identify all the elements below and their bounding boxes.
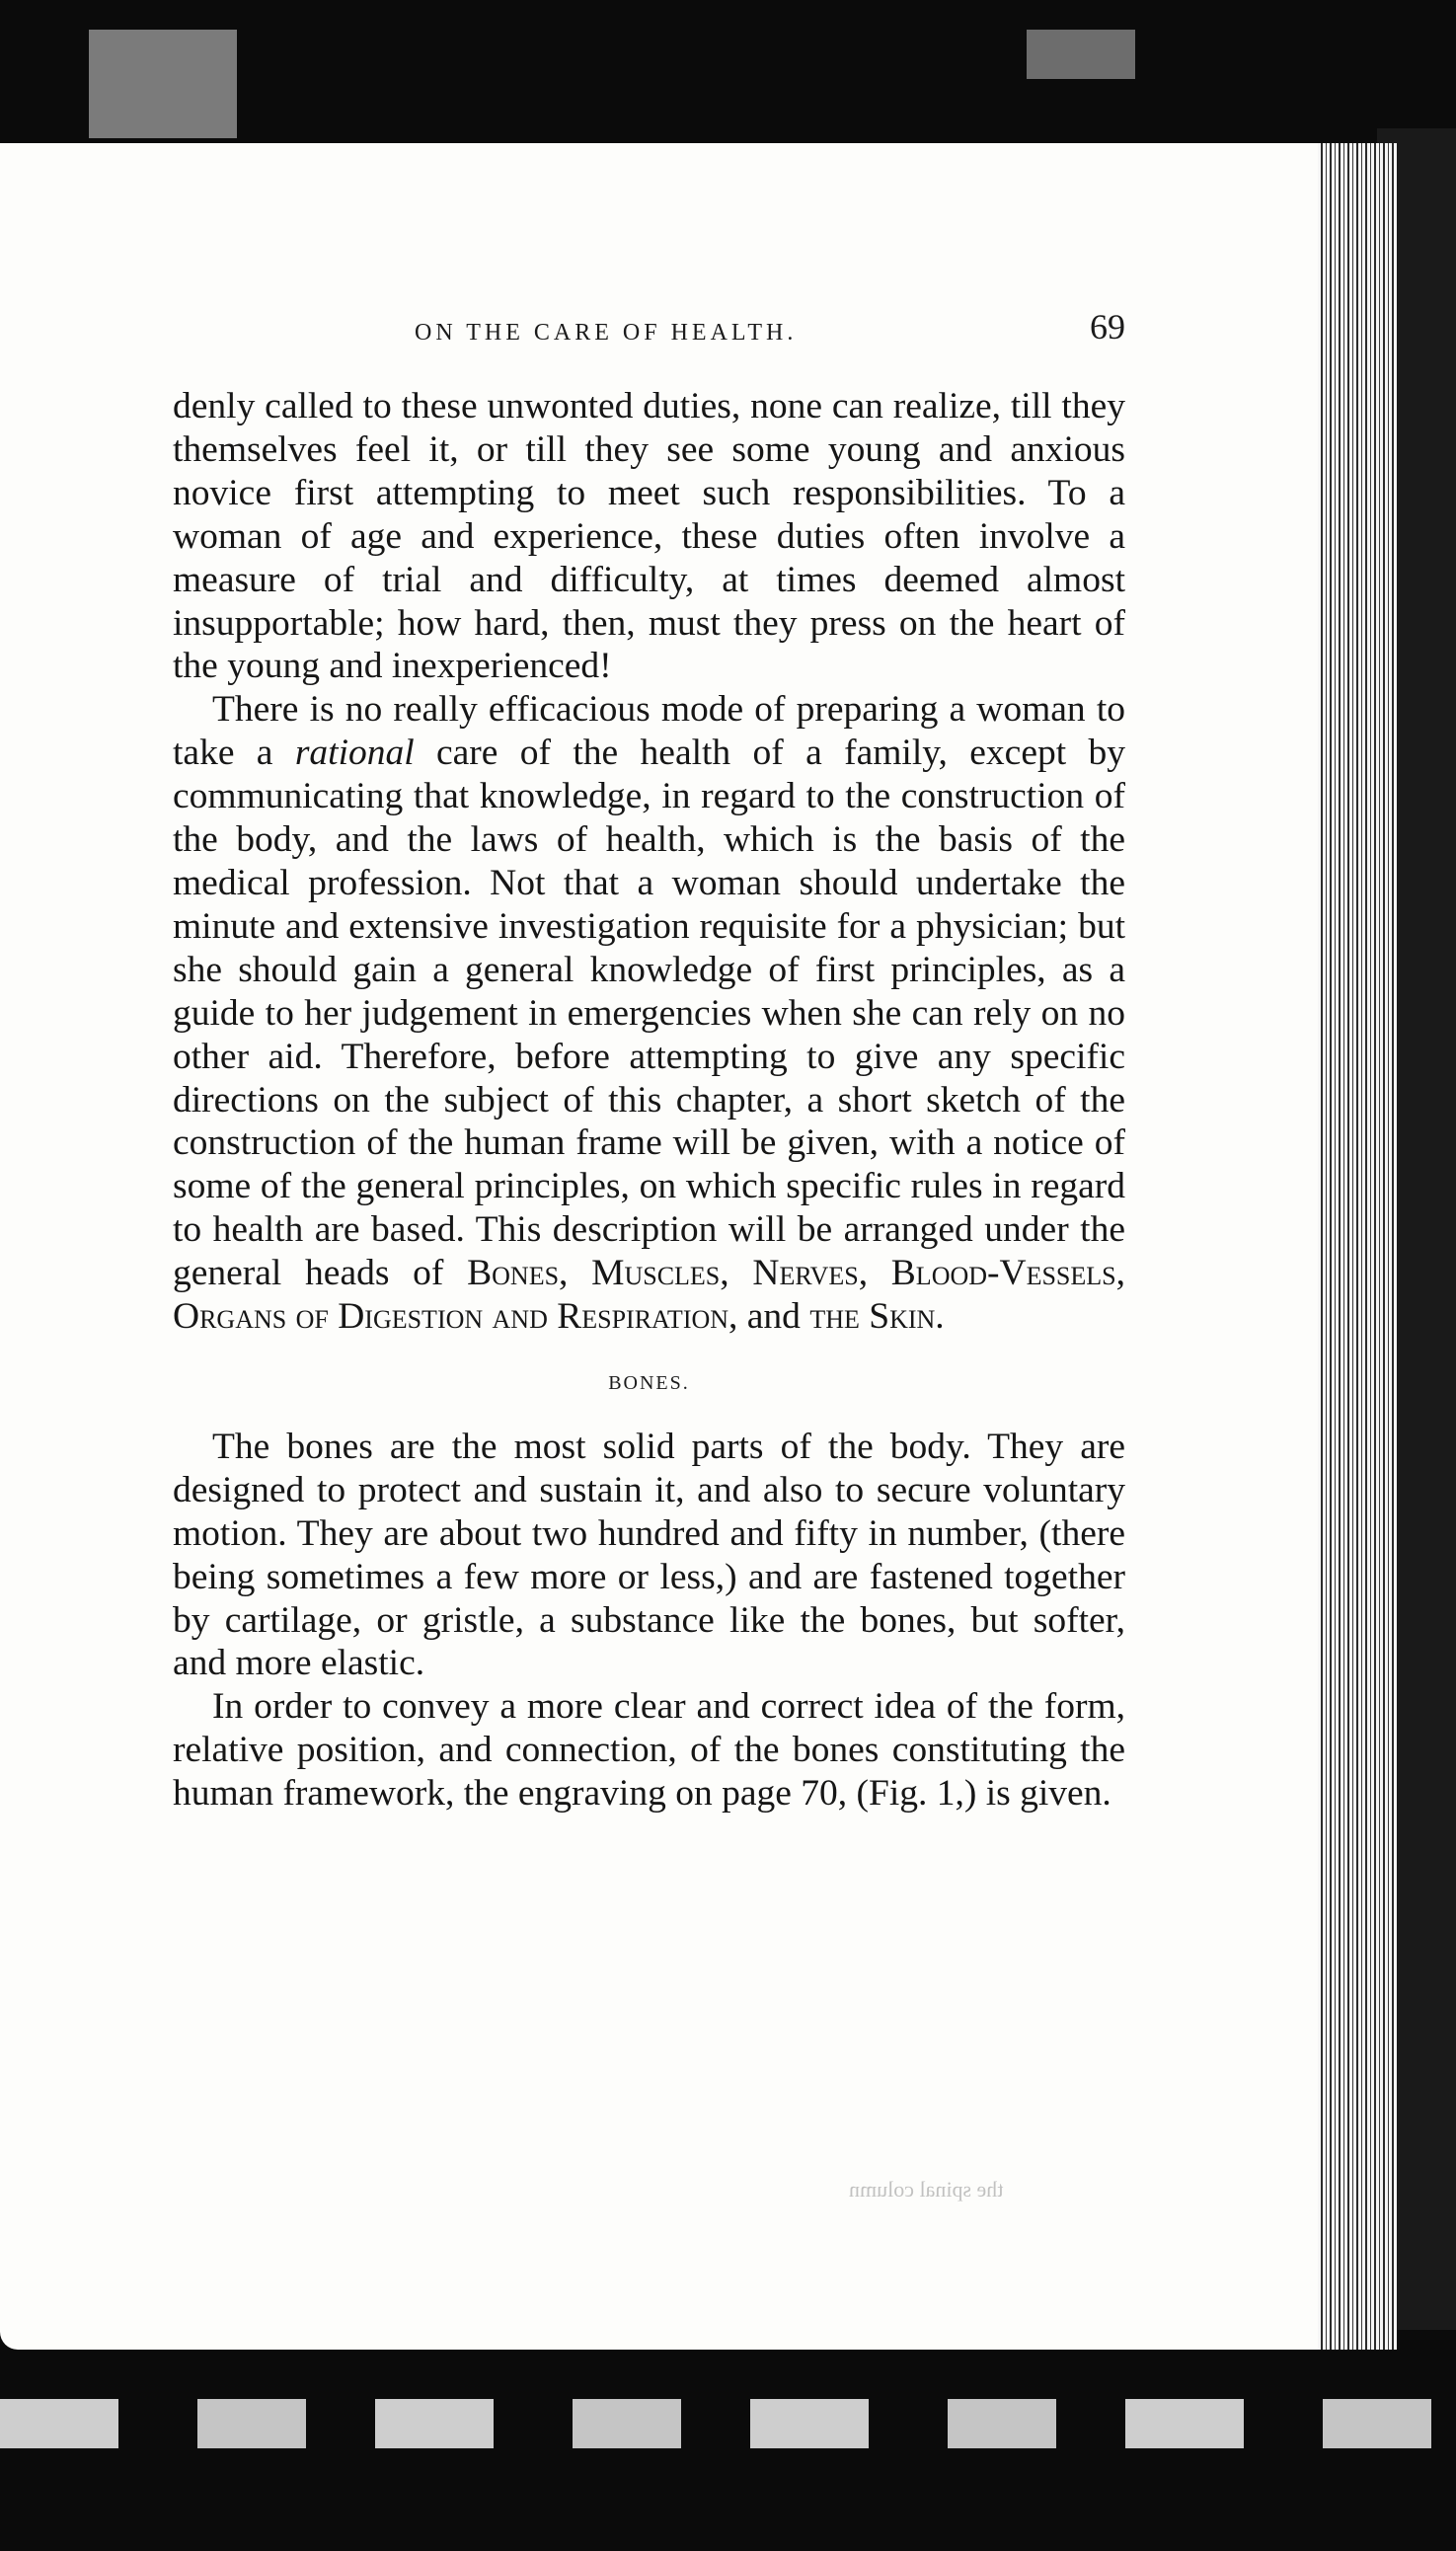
italic-word: rational (294, 733, 415, 774)
page-number: 69 (1090, 307, 1125, 347)
running-head-title: ON THE CARE OF HEALTH. (415, 320, 798, 346)
paragraph: denly called to these unwonted duties, none can realize, till they themselves feel it, or till they see some young and anxious novice first attempting to meet such responsibilities. To a woman of age and experience, these duties often involve a measure of trial and difficulty, at times deemed almost insupportable; how hard, then, must they press on the heart of the young and inexperienced! (173, 386, 1125, 687)
paragraph-text: care of the health of a family, except by communicating that knowledge, in regard to the construction of the body, and the laws of health, which is the basis of the medical profession. Not that a woman should undertake the minute and extensive investigation requisite for a physician; but she should gain a general knowledge of first principles, as a guide to her judgement in emergencies when she can rely on no other aid. Therefore, before attempting to give any specific directions on the subject of this chapter, a short sketch of the construction of the human frame will be given, with a notice of some of the general principles, on which specific rules in regard to health are based. This description will be arranged under the general heads of (173, 733, 1125, 1294)
scan-artifact (0, 2399, 1456, 2448)
paragraph: In order to convey a more clear and correct idea of the form, relative position, and connection, of the bones constituting the human framework, the engraving on page 70, (Fig. 1,) is given. (173, 1686, 1125, 1815)
body-text (173, 385, 1125, 1816)
bleed-through-text: the spinal column (849, 2177, 1004, 2202)
section-heads-list: Bones, Muscles, Nerves, Blood-Vessels, Organs of Digestion and Respiration, (173, 1253, 1125, 1338)
page-edges (1318, 143, 1397, 2350)
paragraph-text: There is no really efficacious mode of preparing a woman to take a (173, 689, 1125, 774)
section-heading: BONES. (608, 1371, 690, 1394)
paragraph: The bones are the most solid parts of the body. They are designed to protect and sustain it, and also to secure voluntary motion. They are about two hundred and fifty in number, (there being sometimes a few more or less,) and are fastened together by cartilage, or gristle, a substance like the bones, but softer, and more elastic. (173, 1426, 1125, 1684)
scan-artifact (1027, 30, 1135, 79)
paragraph (173, 688, 1125, 1339)
section-heads-list: the Skin. (809, 1296, 945, 1338)
paragraph-text: and (737, 1296, 810, 1338)
running-head (173, 306, 1125, 355)
scan-artifact (89, 30, 237, 138)
